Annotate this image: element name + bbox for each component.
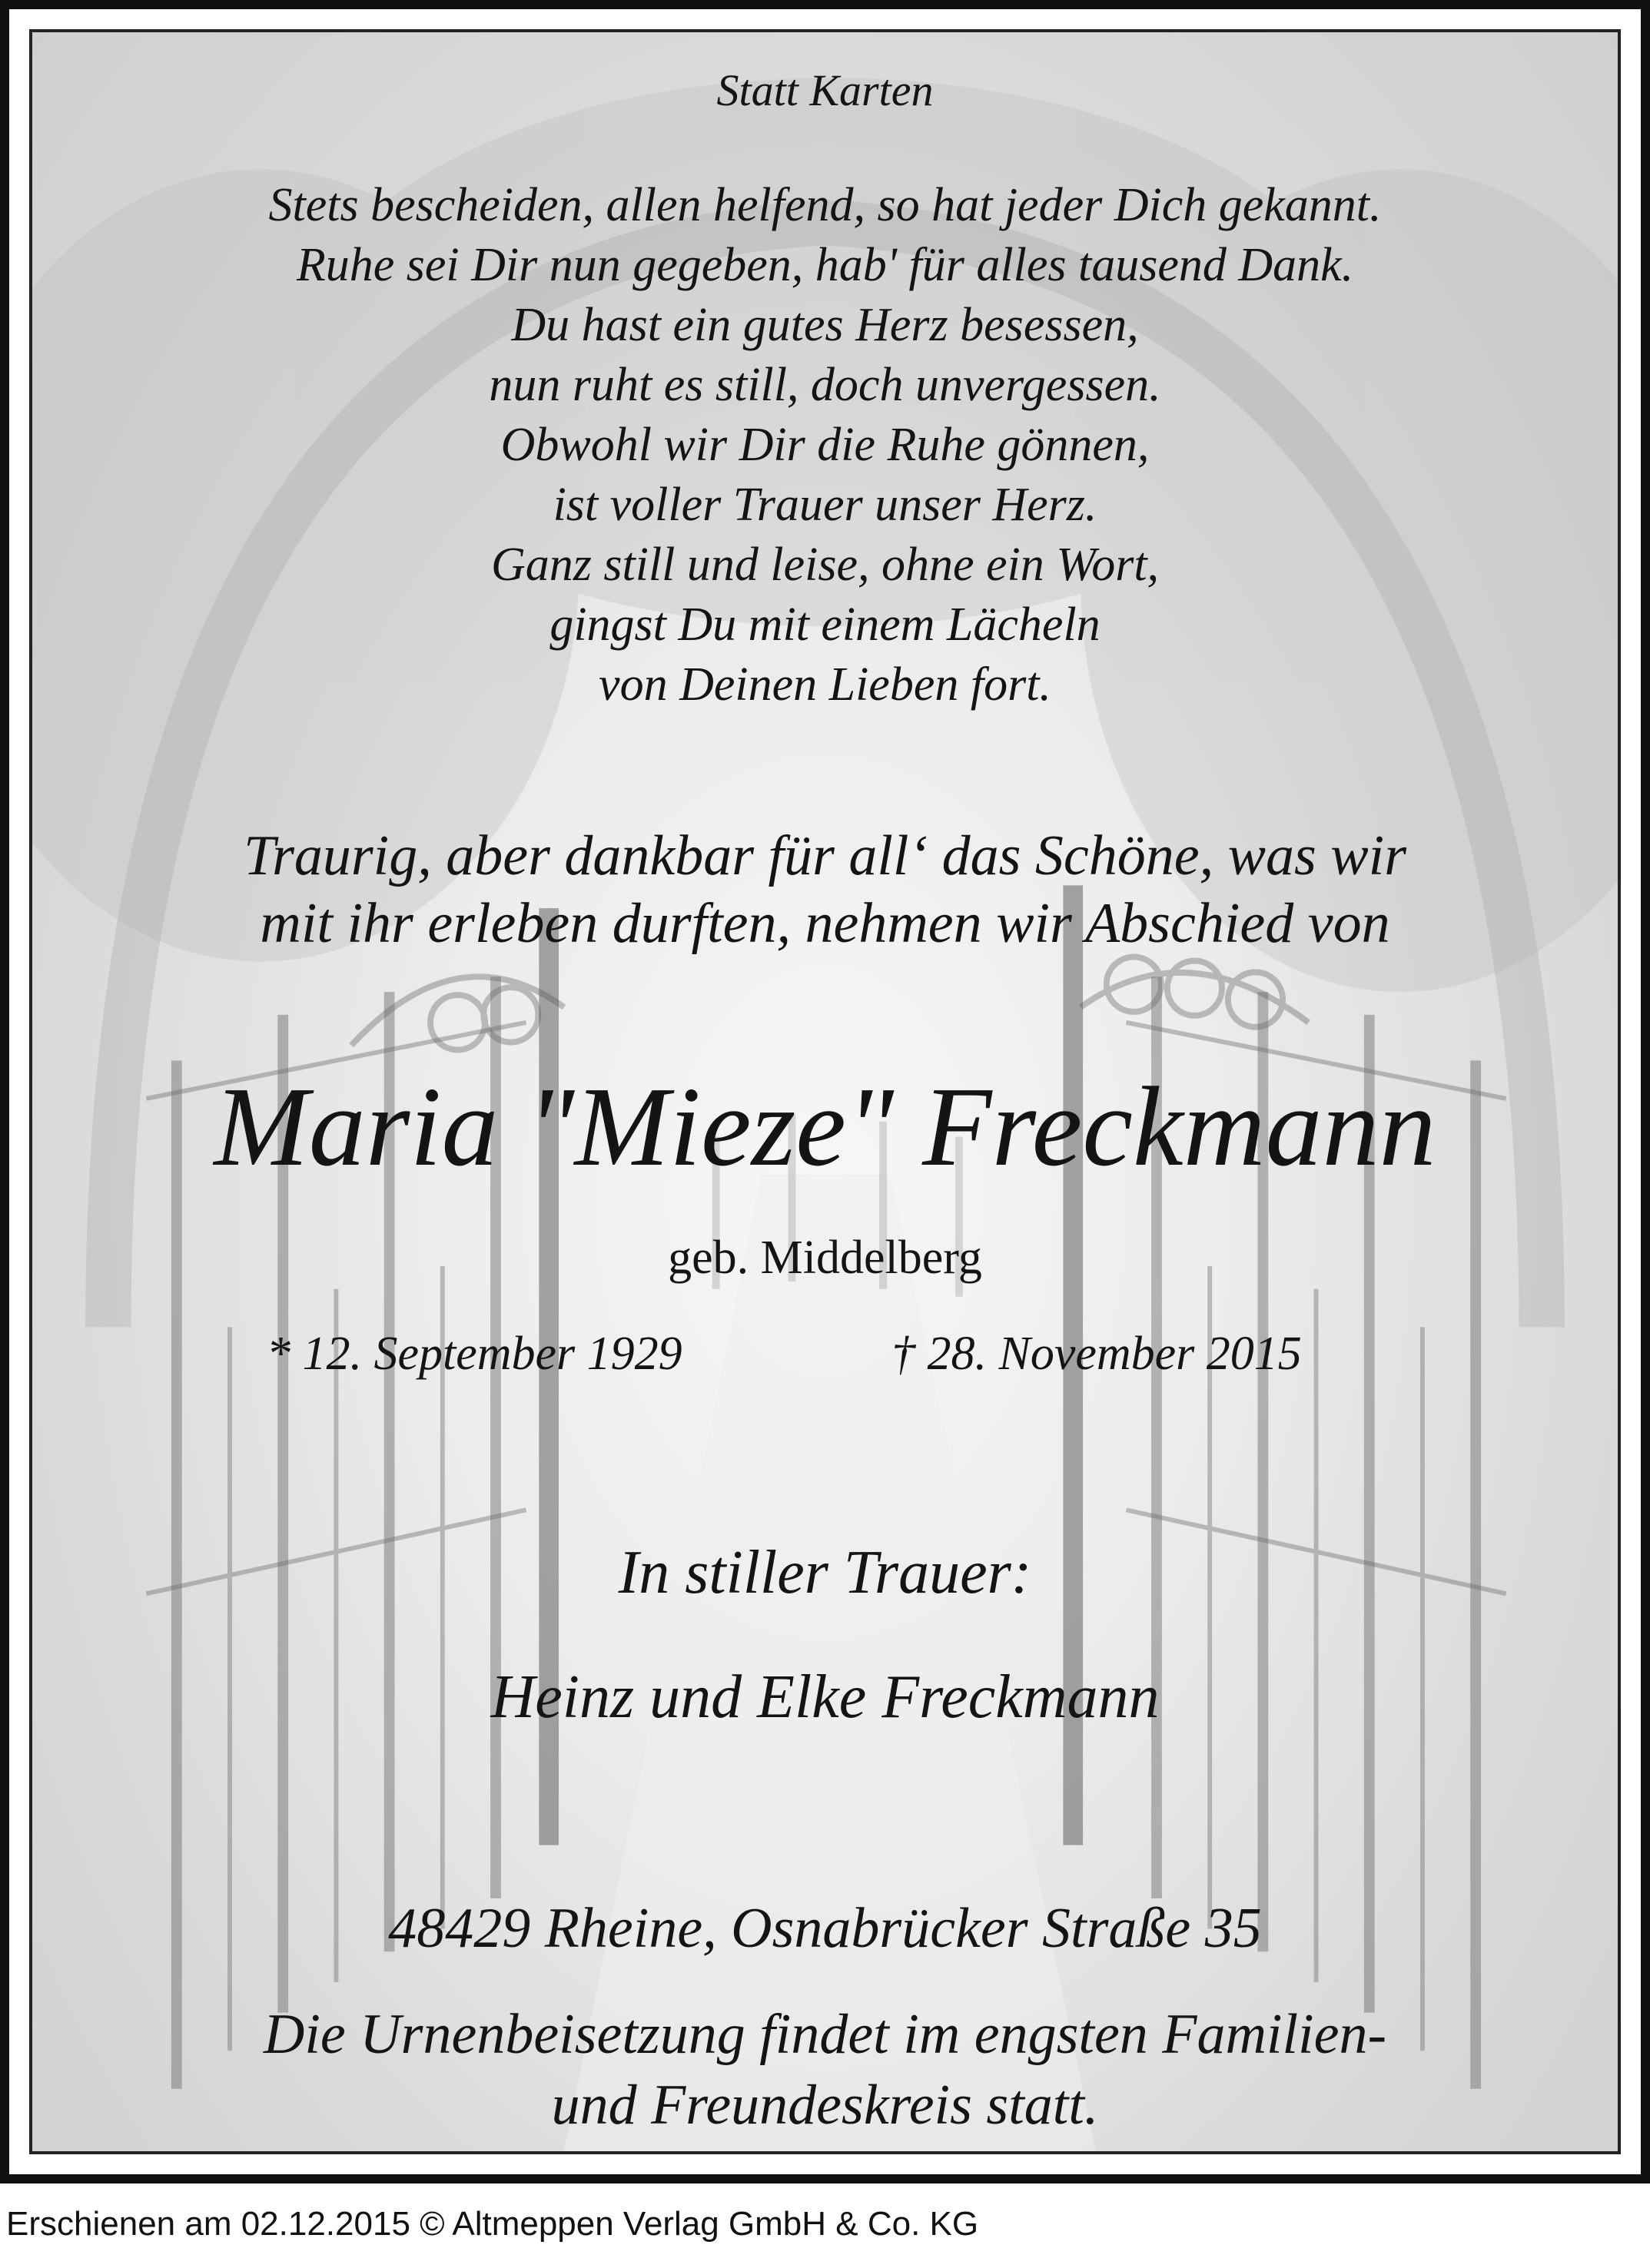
deceased-name: Maria "Mieze" Freckmann [214,1064,1436,1190]
birth-date: * 12. September 1929 [267,1328,682,1380]
poem-line: Obwohl wir Dir die Ruhe gönnen, [500,419,1150,471]
burial-note-line: und Freundeskreis statt. [551,2074,1099,2137]
birth-name: geb. Middelberg [668,1232,982,1284]
poem-line: von Deinen Lieben fort. [599,658,1051,711]
intro-line: mit ihr erleben durften, nehmen wir Abschied von [260,892,1390,955]
poem-line: Ganz still und leise, ohne ein Wort, [490,539,1160,591]
address: 48429 Rheine, Osnabrücker Straße 35 [388,1897,1262,1960]
poem-line: ist voller Trauer unser Herz. [553,479,1097,531]
heading: Statt Karten [716,65,934,115]
obituary-panel [29,29,1621,2154]
death-date: † 28. November 2015 [891,1328,1302,1380]
life-dates [32,1327,1618,1388]
intro-line: Traurig, aber dankbar für all‘ das Schöne, was wir [244,824,1406,887]
poem-line: nun ruht es still, doch unvergessen. [489,359,1161,411]
publication-footer: Erschienen am 02.12.2015 © Altmeppen Verlag GmbH & Co. KG [6,2205,979,2243]
poem-line: Stets bescheiden, allen helfend, so hat jeder Dich gekannt. [268,179,1382,231]
burial-note-line: Die Urnenbeisetzung findet im engsten Familien- [263,2003,1387,2066]
poem-line: Ruhe sei Dir nun gegeben, hab' für alles tausend Dank. [296,239,1354,291]
obituary-text [32,32,1618,2151]
mourners: Heinz und Elke Freckmann [490,1663,1160,1731]
poem-line: gingst Du mit einem Lächeln [549,598,1101,651]
mourning-label: In stiller Trauer: [618,1539,1032,1606]
poem-line: Du hast ein gutes Herz besessen, [511,299,1139,351]
